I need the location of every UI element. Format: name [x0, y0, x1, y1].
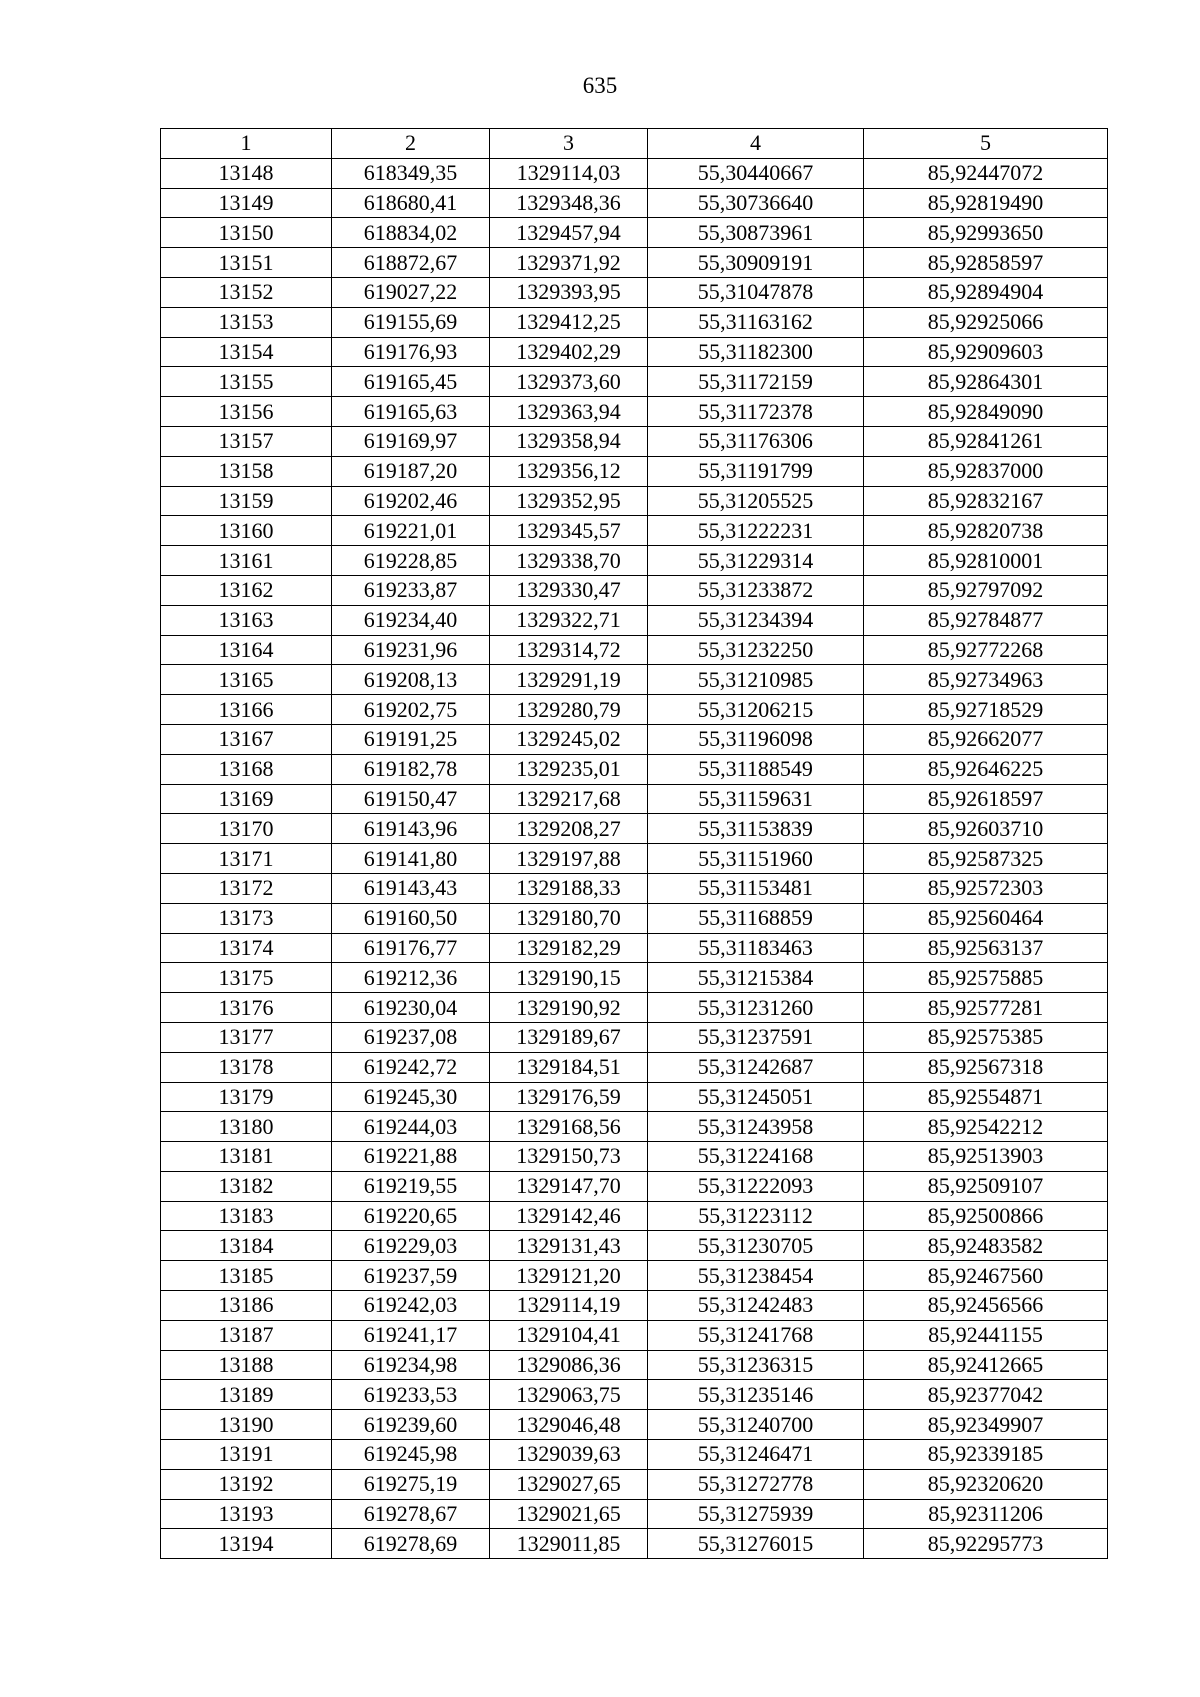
table-row: [161, 1291, 1108, 1321]
table-cell: 13191: [161, 1440, 332, 1470]
table-cell: 13158: [161, 456, 332, 486]
table-row: [161, 397, 1108, 427]
table-cell: 55,31206215: [648, 695, 864, 725]
table-cell: 85,92894904: [864, 277, 1108, 307]
table-cell: 85,92849090: [864, 397, 1108, 427]
table-cell: 13190: [161, 1410, 332, 1440]
table-cell: 1329188,33: [490, 873, 648, 903]
table-cell: 1329190,92: [490, 993, 648, 1023]
table-cell: 85,92618597: [864, 784, 1108, 814]
table-cell: 85,92567318: [864, 1052, 1108, 1082]
table-cell: 619155,69: [332, 307, 490, 337]
table-cell: 55,31231260: [648, 993, 864, 1023]
table-cell: 1329291,19: [490, 665, 648, 695]
table-cell: 1329027,65: [490, 1469, 648, 1499]
table-cell: 13181: [161, 1142, 332, 1172]
table-cell: 619212,36: [332, 963, 490, 993]
table-row: [161, 516, 1108, 546]
table-cell: 1329314,72: [490, 635, 648, 665]
table-row: [161, 1350, 1108, 1380]
table-cell: 55,31188549: [648, 754, 864, 784]
table-cell: 55,31276015: [648, 1529, 864, 1559]
table-cell: 619220,65: [332, 1201, 490, 1231]
table-cell: 619219,55: [332, 1171, 490, 1201]
table-row: [161, 993, 1108, 1023]
table-cell: 1329039,63: [490, 1440, 648, 1470]
table-cell: 619143,96: [332, 814, 490, 844]
table-cell: 13182: [161, 1171, 332, 1201]
table-cell: 85,92797092: [864, 575, 1108, 605]
table-cell: 55,31182300: [648, 337, 864, 367]
table-row: [161, 1022, 1108, 1052]
table-cell: 55,30440667: [648, 158, 864, 188]
table-cell: 55,31153839: [648, 814, 864, 844]
table-cell: 1329142,46: [490, 1201, 648, 1231]
table-cell: 13164: [161, 635, 332, 665]
table-cell: 13192: [161, 1469, 332, 1499]
table-cell: 85,92819490: [864, 188, 1108, 218]
table-cell: 85,92542212: [864, 1112, 1108, 1142]
coordinates-table: [160, 128, 1108, 1559]
table-row: [161, 426, 1108, 456]
table-cell: 619176,77: [332, 933, 490, 963]
table-row: [161, 1112, 1108, 1142]
table-cell: 55,31223112: [648, 1201, 864, 1231]
table-cell: 85,92575385: [864, 1022, 1108, 1052]
table-cell: 619160,50: [332, 903, 490, 933]
table-cell: 619165,63: [332, 397, 490, 427]
table-cell: 55,31183463: [648, 933, 864, 963]
table-row: [161, 784, 1108, 814]
table-cell: 13155: [161, 367, 332, 397]
table-cell: 1329352,95: [490, 486, 648, 516]
table-cell: 85,92864301: [864, 367, 1108, 397]
table-row: [161, 1380, 1108, 1410]
table-cell: 1329011,85: [490, 1529, 648, 1559]
table-cell: 619165,45: [332, 367, 490, 397]
table-cell: 55,31047878: [648, 277, 864, 307]
table-cell: 85,92784877: [864, 605, 1108, 635]
table-cell: 1329245,02: [490, 724, 648, 754]
table-cell: 13150: [161, 218, 332, 248]
table-cell: 1329104,41: [490, 1320, 648, 1350]
table-row: [161, 1529, 1108, 1559]
table-cell: 13172: [161, 873, 332, 903]
table-cell: 619176,93: [332, 337, 490, 367]
table-cell: 618680,41: [332, 188, 490, 218]
table-cell: 1329021,65: [490, 1499, 648, 1529]
table-row: [161, 873, 1108, 903]
table-cell: 619141,80: [332, 844, 490, 874]
table-row: [161, 1261, 1108, 1291]
table-cell: 1329176,59: [490, 1082, 648, 1112]
table-cell: 13161: [161, 546, 332, 576]
table-row: [161, 546, 1108, 576]
table-cell: 1329348,36: [490, 188, 648, 218]
table-cell: 13193: [161, 1499, 332, 1529]
table-row: [161, 963, 1108, 993]
column-header: 3: [490, 129, 648, 159]
table-row: [161, 1410, 1108, 1440]
table-cell: 85,92810001: [864, 546, 1108, 576]
table-cell: 619241,17: [332, 1320, 490, 1350]
table-cell: 619202,75: [332, 695, 490, 725]
table-cell: 618834,02: [332, 218, 490, 248]
table-cell: 1329086,36: [490, 1350, 648, 1380]
table-cell: 619278,69: [332, 1529, 490, 1559]
table-cell: 55,30909191: [648, 248, 864, 278]
table-cell: 619237,59: [332, 1261, 490, 1291]
table-cell: 55,31163162: [648, 307, 864, 337]
table-cell: 55,31222093: [648, 1171, 864, 1201]
table-cell: 1329371,92: [490, 248, 648, 278]
table-cell: 85,92456566: [864, 1291, 1108, 1321]
table-cell: 1329189,67: [490, 1022, 648, 1052]
table-cell: 13174: [161, 933, 332, 963]
table-cell: 55,31229314: [648, 546, 864, 576]
table-row: [161, 1231, 1108, 1261]
table-cell: 85,92587325: [864, 844, 1108, 874]
table-cell: 1329114,19: [490, 1291, 648, 1321]
table-cell: 13153: [161, 307, 332, 337]
table-cell: 85,92377042: [864, 1380, 1108, 1410]
table-cell: 619245,30: [332, 1082, 490, 1112]
table-cell: 55,31237591: [648, 1022, 864, 1052]
table-cell: 55,31191799: [648, 456, 864, 486]
table-cell: 619239,60: [332, 1410, 490, 1440]
table-cell: 85,92339185: [864, 1440, 1108, 1470]
table-cell: 619221,01: [332, 516, 490, 546]
table-cell: 85,92734963: [864, 665, 1108, 695]
table-cell: 619275,19: [332, 1469, 490, 1499]
table-row: [161, 1499, 1108, 1529]
table-cell: 1329131,43: [490, 1231, 648, 1261]
table-cell: 1329217,68: [490, 784, 648, 814]
table-cell: 13187: [161, 1320, 332, 1350]
table-cell: 85,92447072: [864, 158, 1108, 188]
table-cell: 619230,04: [332, 993, 490, 1023]
table-cell: 1329180,70: [490, 903, 648, 933]
table-cell: 55,31272778: [648, 1469, 864, 1499]
table-cell: 619244,03: [332, 1112, 490, 1142]
table-cell: 1329063,75: [490, 1380, 648, 1410]
table-cell: 619234,98: [332, 1350, 490, 1380]
table-row: [161, 248, 1108, 278]
table-cell: 13183: [161, 1201, 332, 1231]
table-cell: 13171: [161, 844, 332, 874]
table-cell: 13168: [161, 754, 332, 784]
table-cell: 55,31243958: [648, 1112, 864, 1142]
table-cell: 85,92467560: [864, 1261, 1108, 1291]
table-cell: 13160: [161, 516, 332, 546]
table-row: [161, 337, 1108, 367]
table-cell: 55,31242483: [648, 1291, 864, 1321]
table-cell: 55,31245051: [648, 1082, 864, 1112]
table-cell: 85,92509107: [864, 1171, 1108, 1201]
table-cell: 85,92662077: [864, 724, 1108, 754]
table-cell: 619231,96: [332, 635, 490, 665]
table-row: [161, 754, 1108, 784]
table-cell: 13175: [161, 963, 332, 993]
table-cell: 13165: [161, 665, 332, 695]
table-cell: 1329208,27: [490, 814, 648, 844]
table-cell: 85,92572303: [864, 873, 1108, 903]
table-cell: 85,92925066: [864, 307, 1108, 337]
table-cell: 1329457,94: [490, 218, 648, 248]
table-row: [161, 575, 1108, 605]
table-cell: 55,30873961: [648, 218, 864, 248]
table-cell: 1329330,47: [490, 575, 648, 605]
table-cell: 1329121,20: [490, 1261, 648, 1291]
table-cell: 619229,03: [332, 1231, 490, 1261]
table-body: [161, 158, 1108, 1558]
table-cell: 619208,13: [332, 665, 490, 695]
table-cell: 13152: [161, 277, 332, 307]
table-cell: 619237,08: [332, 1022, 490, 1052]
table-cell: 13149: [161, 188, 332, 218]
table-cell: 55,31215384: [648, 963, 864, 993]
table-cell: 85,92832167: [864, 486, 1108, 516]
column-header: 2: [332, 129, 490, 159]
table-cell: 13157: [161, 426, 332, 456]
table-cell: 1329393,95: [490, 277, 648, 307]
table-cell: 85,92603710: [864, 814, 1108, 844]
table-cell: 1329358,94: [490, 426, 648, 456]
table-cell: 13167: [161, 724, 332, 754]
table-cell: 1329190,15: [490, 963, 648, 993]
table-cell: 55,31233872: [648, 575, 864, 605]
table-cell: 1329363,94: [490, 397, 648, 427]
table-cell: 619228,85: [332, 546, 490, 576]
table-cell: 13189: [161, 1380, 332, 1410]
table-cell: 85,92993650: [864, 218, 1108, 248]
table-row: [161, 218, 1108, 248]
table-cell: 13179: [161, 1082, 332, 1112]
table-cell: 55,31210985: [648, 665, 864, 695]
table-cell: 13163: [161, 605, 332, 635]
table-row: [161, 1320, 1108, 1350]
table-cell: 1329197,88: [490, 844, 648, 874]
page-number: 635: [582, 73, 618, 98]
table-cell: 55,31236315: [648, 1350, 864, 1380]
table-row: [161, 1142, 1108, 1172]
table-cell: 619202,46: [332, 486, 490, 516]
table-cell: 13148: [161, 158, 332, 188]
table-cell: 55,31159631: [648, 784, 864, 814]
table-cell: 55,31176306: [648, 426, 864, 456]
table-cell: 619169,97: [332, 426, 490, 456]
table-row: [161, 1201, 1108, 1231]
column-header: 1: [161, 129, 332, 159]
column-header: 5: [864, 129, 1108, 159]
table-cell: 1329356,12: [490, 456, 648, 486]
table-row: [161, 903, 1108, 933]
table-cell: 618872,67: [332, 248, 490, 278]
table-cell: 55,31238454: [648, 1261, 864, 1291]
table-cell: 85,92560464: [864, 903, 1108, 933]
table-row: [161, 1171, 1108, 1201]
table-cell: 13186: [161, 1291, 332, 1321]
table-cell: 55,31168859: [648, 903, 864, 933]
table-cell: 85,92820738: [864, 516, 1108, 546]
table-cell: 619182,78: [332, 754, 490, 784]
table-cell: 619191,25: [332, 724, 490, 754]
table-row: [161, 307, 1108, 337]
table-cell: 13154: [161, 337, 332, 367]
table-cell: 55,31232250: [648, 635, 864, 665]
table-row: [161, 1082, 1108, 1112]
table-cell: 1329373,60: [490, 367, 648, 397]
table-cell: 13173: [161, 903, 332, 933]
table-cell: 55,31241768: [648, 1320, 864, 1350]
table-row: [161, 1052, 1108, 1082]
table-row: [161, 844, 1108, 874]
table-cell: 55,31172378: [648, 397, 864, 427]
table-cell: 55,30736640: [648, 188, 864, 218]
table-cell: 55,31222231: [648, 516, 864, 546]
table-cell: 85,92483582: [864, 1231, 1108, 1261]
table-cell: 619245,98: [332, 1440, 490, 1470]
table-cell: 85,92858597: [864, 248, 1108, 278]
table-row: [161, 635, 1108, 665]
table-cell: 85,92513903: [864, 1142, 1108, 1172]
table-cell: 55,31230705: [648, 1231, 864, 1261]
table-cell: 85,92554871: [864, 1082, 1108, 1112]
table-cell: 85,92577281: [864, 993, 1108, 1023]
table-cell: 85,92563137: [864, 933, 1108, 963]
table-cell: 1329412,25: [490, 307, 648, 337]
table-cell: 1329280,79: [490, 695, 648, 725]
table-cell: 1329184,51: [490, 1052, 648, 1082]
table-cell: 55,31196098: [648, 724, 864, 754]
table-cell: 619027,22: [332, 277, 490, 307]
table-row: [161, 1469, 1108, 1499]
table-row: [161, 695, 1108, 725]
table-cell: 1329402,29: [490, 337, 648, 367]
table-header: [161, 129, 1108, 159]
table-cell: 13185: [161, 1261, 332, 1291]
table-cell: 85,92841261: [864, 426, 1108, 456]
table-cell: 619221,88: [332, 1142, 490, 1172]
table-row: [161, 188, 1108, 218]
table-cell: 619233,53: [332, 1380, 490, 1410]
table-row: [161, 724, 1108, 754]
table-cell: 13180: [161, 1112, 332, 1142]
table-cell: 55,31153481: [648, 873, 864, 903]
table-cell: 55,31275939: [648, 1499, 864, 1529]
table-cell: 619242,03: [332, 1291, 490, 1321]
table-cell: 85,92320620: [864, 1469, 1108, 1499]
table-cell: 1329338,70: [490, 546, 648, 576]
table-cell: 13188: [161, 1350, 332, 1380]
header-row: [161, 129, 1108, 159]
table-cell: 55,31246471: [648, 1440, 864, 1470]
table-cell: 85,92349907: [864, 1410, 1108, 1440]
table-cell: 619242,72: [332, 1052, 490, 1082]
table-cell: 13162: [161, 575, 332, 605]
table-row: [161, 605, 1108, 635]
table-row: [161, 486, 1108, 516]
table-cell: 85,92909603: [864, 337, 1108, 367]
table-cell: 55,31224168: [648, 1142, 864, 1172]
table-cell: 619143,43: [332, 873, 490, 903]
table-cell: 1329150,73: [490, 1142, 648, 1172]
table-cell: 13178: [161, 1052, 332, 1082]
table-cell: 85,92772268: [864, 635, 1108, 665]
table-cell: 619234,40: [332, 605, 490, 635]
table-cell: 1329046,48: [490, 1410, 648, 1440]
table-cell: 619233,87: [332, 575, 490, 605]
table-cell: 13166: [161, 695, 332, 725]
table-cell: 55,31205525: [648, 486, 864, 516]
table-cell: 13184: [161, 1231, 332, 1261]
table-row: [161, 367, 1108, 397]
table-cell: 13177: [161, 1022, 332, 1052]
table-cell: 85,92441155: [864, 1320, 1108, 1350]
table-cell: 85,92575885: [864, 963, 1108, 993]
table-row: [161, 277, 1108, 307]
table-cell: 85,92311206: [864, 1499, 1108, 1529]
table-cell: 1329322,71: [490, 605, 648, 635]
table-cell: 1329182,29: [490, 933, 648, 963]
table-cell: 619150,47: [332, 784, 490, 814]
table-cell: 55,31235146: [648, 1380, 864, 1410]
table-cell: 13159: [161, 486, 332, 516]
table-cell: 85,92295773: [864, 1529, 1108, 1559]
table-row: [161, 933, 1108, 963]
table-cell: 619187,20: [332, 456, 490, 486]
table-cell: 85,92718529: [864, 695, 1108, 725]
table-cell: 619278,67: [332, 1499, 490, 1529]
table-cell: 13156: [161, 397, 332, 427]
table-cell: 55,31240700: [648, 1410, 864, 1440]
table-cell: 85,92837000: [864, 456, 1108, 486]
table-cell: 85,92412665: [864, 1350, 1108, 1380]
table-cell: 55,31151960: [648, 844, 864, 874]
column-header: 4: [648, 129, 864, 159]
table-cell: 618349,35: [332, 158, 490, 188]
table-cell: 85,92646225: [864, 754, 1108, 784]
table-cell: 55,31172159: [648, 367, 864, 397]
table-cell: 13169: [161, 784, 332, 814]
table-cell: 13151: [161, 248, 332, 278]
table-row: [161, 158, 1108, 188]
table-cell: 13176: [161, 993, 332, 1023]
table-row: [161, 1440, 1108, 1470]
table-cell: 55,31242687: [648, 1052, 864, 1082]
table-cell: 13170: [161, 814, 332, 844]
table-row: [161, 665, 1108, 695]
table-cell: 1329235,01: [490, 754, 648, 784]
table-cell: 13194: [161, 1529, 332, 1559]
table-cell: 1329345,57: [490, 516, 648, 546]
table-cell: 1329114,03: [490, 158, 648, 188]
table-cell: 1329168,56: [490, 1112, 648, 1142]
table-cell: 55,31234394: [648, 605, 864, 635]
table-cell: 85,92500866: [864, 1201, 1108, 1231]
table-row: [161, 456, 1108, 486]
table-row: [161, 814, 1108, 844]
table-cell: 1329147,70: [490, 1171, 648, 1201]
